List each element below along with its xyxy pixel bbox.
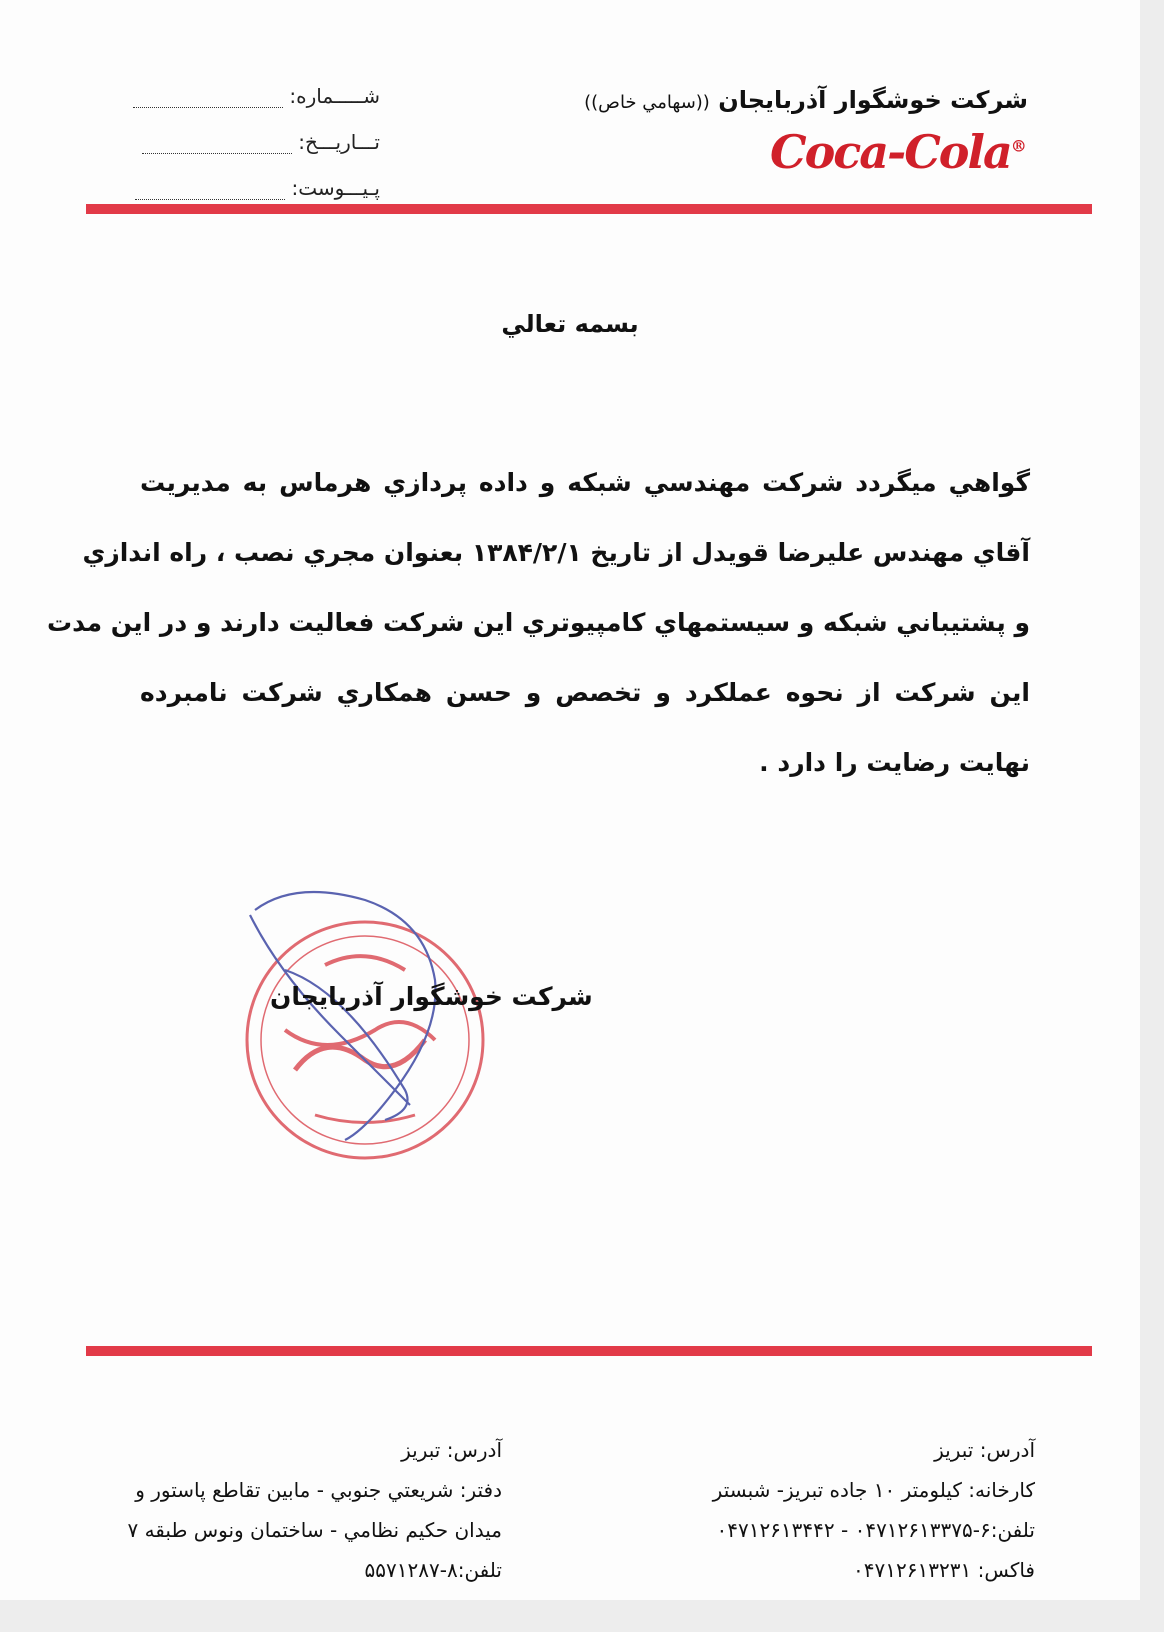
footer-factory-address bbox=[615, 1430, 1035, 1590]
number-field bbox=[80, 62, 380, 108]
date-label: تـــاريـــخ: bbox=[298, 130, 380, 154]
office-location-line-2: ميدان حكيم نظامي - ساختمان ونوس طبقه ٧ bbox=[127, 1518, 502, 1542]
stamp-seal-icon bbox=[247, 922, 483, 1158]
header-red-rule bbox=[86, 204, 1092, 214]
company-suffix: ((سهامي خاص)) bbox=[584, 92, 710, 113]
factory-phone: تلفن:۶-٠۴٧١٢۶١٣٣٧۵ - ٠۴٧١٢۶١٣۴۴٢ bbox=[716, 1518, 1035, 1542]
body-line: گواهي ميگردد شركت مهندسي شبكه و داده پردازي هرماس به مديريت bbox=[140, 468, 1030, 497]
attachment-label: پـيـــوست: bbox=[291, 176, 380, 200]
date-blank-line bbox=[142, 135, 292, 154]
body-line: و پشتيباني شبكه و سيستمهاي كامپيوتري اين شركت فعاليت دارند و در اين مدت bbox=[47, 608, 1030, 637]
logo-text: Coca-Cola bbox=[770, 125, 1011, 179]
signature-company-name: شركت خوشگوار آذربايجان bbox=[270, 982, 593, 1011]
body-line: اين شركت از نحوه عملكرد و تخصص و حسن همكاري شركت نامبرده bbox=[140, 678, 1030, 707]
company-stamp-and-signature bbox=[225, 870, 505, 1160]
company-name: شركت خوشگوار آذربايجان bbox=[718, 86, 1028, 114]
number-blank-line bbox=[133, 89, 283, 108]
footer-office-address bbox=[82, 1430, 502, 1590]
company-heading bbox=[584, 86, 1028, 114]
bismillah-heading: بسمه تعالي bbox=[501, 310, 639, 338]
number-label: شـــــماره: bbox=[289, 84, 380, 108]
attachment-field bbox=[80, 154, 380, 200]
factory-fax: فاكس: ٠۴٧١٢۶١٣٢٣١ bbox=[853, 1558, 1035, 1582]
date-field bbox=[80, 108, 380, 154]
letter-body bbox=[47, 468, 1030, 818]
body-line: نهايت رضايت را دارد . bbox=[759, 748, 1030, 777]
factory-address-label: آدرس: تبريز bbox=[934, 1438, 1035, 1462]
attachment-blank-line bbox=[135, 181, 285, 200]
office-phone: تلفن:٨-۵۵٧١٢٨٧ bbox=[364, 1558, 502, 1582]
coca-cola-logo bbox=[770, 125, 1025, 179]
body-line: آقاي مهندس عليرضا قويدل از تاريخ ١٣٨۴/٢/١ بعنوان مجري نصب ، راه اندازي bbox=[82, 538, 1030, 567]
office-location-line-1: دفتر: شريعتي جنوبي - مابين تقاطع پاستور و bbox=[135, 1478, 502, 1502]
registered-mark: ® bbox=[1010, 136, 1025, 156]
footer-red-rule bbox=[86, 1346, 1092, 1356]
letter-meta-fields bbox=[80, 62, 380, 200]
office-address-label: آدرس: تبريز bbox=[401, 1438, 502, 1462]
factory-location: كارخانه: كيلومتر ١٠ جاده تبريز- شبستر bbox=[712, 1478, 1035, 1502]
